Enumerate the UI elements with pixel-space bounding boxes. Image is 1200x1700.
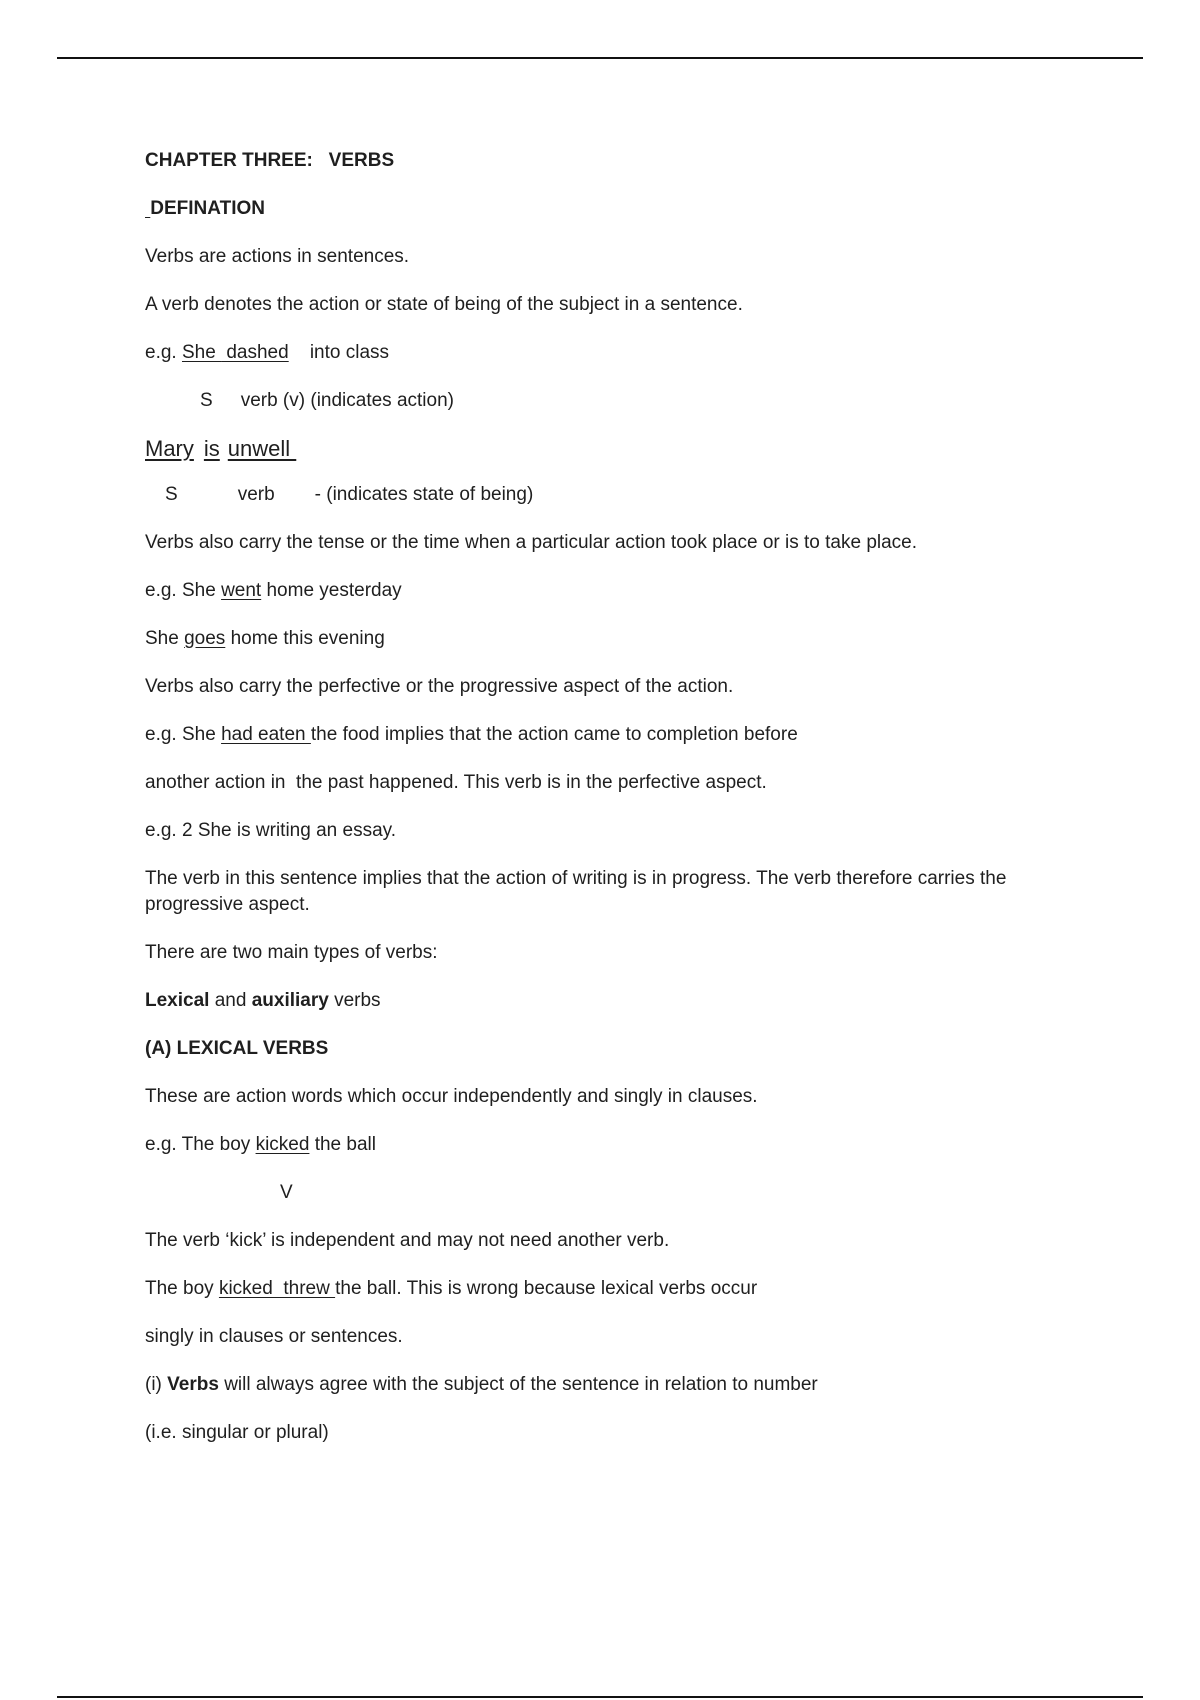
- paragraph: There are two main types of verbs:: [145, 942, 438, 963]
- example-sentence: [145, 626, 1095, 652]
- verb-label: verb: [237, 484, 275, 505]
- example-verbs: kicked threw: [218, 1278, 336, 1299]
- type-auxiliary: auxiliary: [251, 990, 329, 1011]
- rule-rest: will always agree with the subject of the sentence in relation to number: [218, 1374, 818, 1395]
- rule-line: [145, 1372, 1095, 1398]
- example-verb: had eaten: [221, 724, 311, 745]
- example-labels: [145, 388, 1095, 414]
- types-tail: verbs: [328, 990, 381, 1011]
- example-rest: the ball. This is wrong because lexical verbs occur: [335, 1278, 758, 1299]
- example-sentence: [145, 1132, 1095, 1158]
- type-lexical: Lexical: [145, 990, 210, 1011]
- paragraph: The verb ‘kick’ is independent and may not need another verb.: [145, 1230, 670, 1251]
- subject-label: S: [200, 390, 213, 411]
- paragraph: These are action words which occur independently and singly in clauses.: [145, 1086, 758, 1107]
- example-prefix: e.g. The boy: [145, 1134, 256, 1155]
- footer-rule: [57, 1696, 1143, 1698]
- example-rest: home yesterday: [261, 580, 402, 601]
- state-note: - (indicates state of being): [314, 484, 534, 505]
- paragraph: A verb denotes the action or state of being of the subject in a sentence.: [145, 294, 743, 315]
- paragraph: Verbs are actions in sentences.: [145, 246, 410, 267]
- definition-heading: [145, 196, 1095, 222]
- example-verb: went: [221, 580, 262, 601]
- subject-label: S: [165, 484, 178, 505]
- example-sentence: [145, 1276, 1095, 1302]
- example-prefix: e.g.: [145, 342, 182, 363]
- paragraph: (i.e. singular or plural): [145, 1422, 329, 1443]
- paragraph: The verb in this sentence implies that the action of writing is in progress. The verb therefore carries the progressive aspect.: [145, 868, 1012, 915]
- example-verb: goes: [184, 628, 226, 649]
- example-subject: Mary: [145, 436, 194, 461]
- section-heading: (A) LEXICAL VERBS: [145, 1038, 329, 1059]
- definition-heading-text: DEFINATION: [150, 198, 265, 219]
- paragraph: e.g. 2 She is writing an essay.: [145, 820, 396, 841]
- example-sentence: [145, 340, 1095, 366]
- paragraph: singly in clauses or sentences.: [145, 1326, 403, 1347]
- verb-label: V: [280, 1182, 293, 1203]
- example-complement: unwell: [227, 436, 297, 461]
- example-verb: kicked: [255, 1134, 310, 1155]
- example-rest: the food implies that the action came to completion before: [310, 724, 798, 745]
- example-rest: home this evening: [225, 628, 385, 649]
- rule-bold: Verbs: [167, 1374, 219, 1395]
- example-sentence: [145, 436, 1095, 462]
- paragraph: Verbs also carry the tense or the time when a particular action took place or is to take place.: [145, 532, 918, 553]
- page-content: [145, 148, 1095, 1468]
- example-prefix: e.g. She: [145, 580, 222, 601]
- header-rule: [57, 57, 1143, 59]
- verb-types-line: [145, 988, 1095, 1014]
- example-prefix: The boy: [145, 1278, 219, 1299]
- example-sentence: [145, 722, 1095, 748]
- rule-prefix: (i): [145, 1374, 168, 1395]
- example-labels: [145, 1180, 1095, 1206]
- example-rest: the ball: [309, 1134, 376, 1155]
- paragraph: another action in the past happened. This verb is in the perfective aspect.: [145, 772, 767, 793]
- example-subject: She: [181, 342, 222, 363]
- chapter-heading: CHAPTER THREE: VERBS: [145, 150, 395, 171]
- example-prefix: e.g. She: [145, 724, 222, 745]
- verb-label: verb (v) (indicates action): [240, 390, 454, 411]
- example-prefix: She: [145, 628, 185, 649]
- example-rest: into class: [288, 342, 390, 363]
- types-connector: and: [209, 990, 252, 1011]
- paragraph: Verbs also carry the perfective or the progressive aspect of the action.: [145, 676, 734, 697]
- example-labels: [145, 482, 1095, 508]
- example-verb: is: [203, 436, 220, 461]
- example-verb: dashed: [221, 342, 289, 363]
- example-sentence: [145, 578, 1095, 604]
